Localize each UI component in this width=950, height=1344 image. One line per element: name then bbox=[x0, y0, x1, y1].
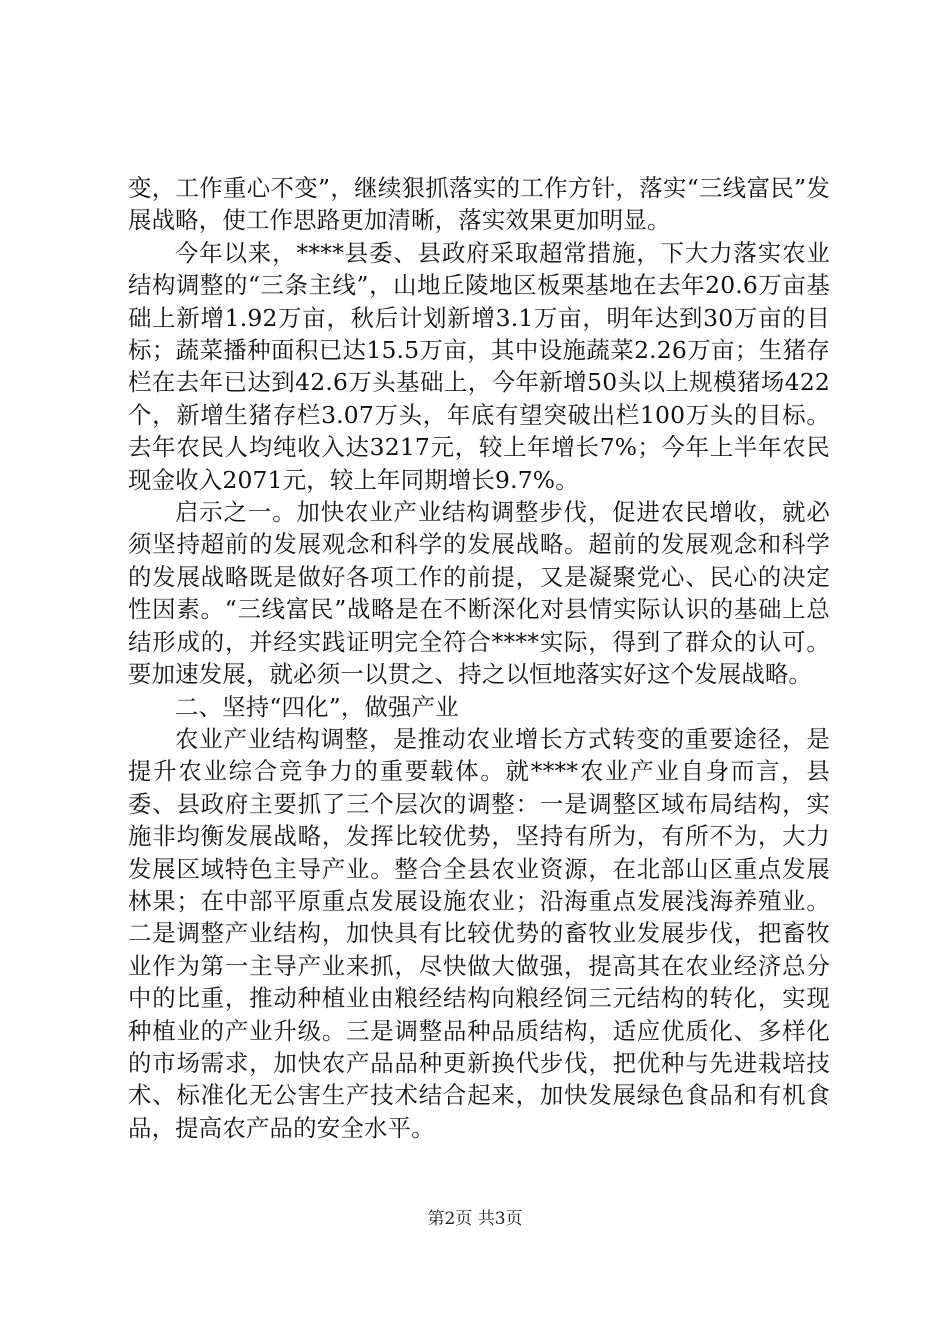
paragraph-structure-adjustment: 农业产业结构调整，是推动农业增长方式转变的重要途径，是提升农业综合竞争力的重要载体。就****农业产业自身而言，县委、县政府主要抓了三个层次的调整：一是调整区域布局结构，实施非均衡发展战略，发挥比较优势，坚持有所为，有所不为，大力发展区域特色主导产业。整合全县农业资源，在北部山区重点发展林果；在中部平原重点发展设施农业；沿海重点发展浅海养殖业。二是调整产业结构，加快具有比较优势的畜牧业发展步伐，把畜牧业作为第一主导产业来抓，尽快做大做强，提高其在农业经济总分中的比重，推动种植业由粮经结构向粮经饲三元结构的转化，实现种植业的产业升级。三是调整品种品质结构，适应优质化、多样化的市场需求，加快农产品品种更新换代步伐，把优种与先进栽培技术、标准化无公害生产技术结合起来，加快发展绿色食品和有机食品，提高农产品的安全水平。 bbox=[128, 724, 830, 1142]
paragraph-progress: 今年以来，****县委、县政府采取超常措施，下大力落实农业结构调整的“三条主线”，山地丘陵地区板栗基地在去年20.6万亩基础上新增1.92万亩，秋后计划新增3.1万亩，明年达到30万亩的目标；蔬菜播种面积已达15.5万亩，其中设施蔬菜2.26万亩；生猪存栏在去年已达到42.6万头基础上，今年新增50头以上规模猪场422个，新增生猪存栏3.07万头，年底有望突破出栏100万头的目标。去年农民人均纯收入达3217元，较上年增长7%；今年上半年农民现金收入2071元，较上年同期增长9.7%。 bbox=[128, 238, 830, 494]
paragraph-continued: 变，工作重心不变”，继续狠抓落实的工作方针，落实“三线富民”发展战略，使工作思路更加清晰，落实效果更加明显。 bbox=[128, 174, 830, 235]
document-body bbox=[128, 172, 830, 1144]
paragraph-insight-one: 启示之一。加快农业产业结构调整步伐，促进农民增收，就必须坚持超前的发展观念和科学的发展战略。超前的发展观念和科学的发展战略既是做好各项工作的前提，又是凝聚党心、民心的决定性因素。“三线富民”战略是在不断深化对县情实际认识的基础上总结形成的，并经实践证明完全符合****实际，得到了群众的认可。要加速发展，就必须一以贯之、持之以恒地落实好这个发展战略。 bbox=[128, 498, 830, 689]
section-heading: 二、坚持“四化”，做强产业 bbox=[175, 692, 459, 721]
page-number: 第2页 共3页 bbox=[427, 1209, 523, 1229]
